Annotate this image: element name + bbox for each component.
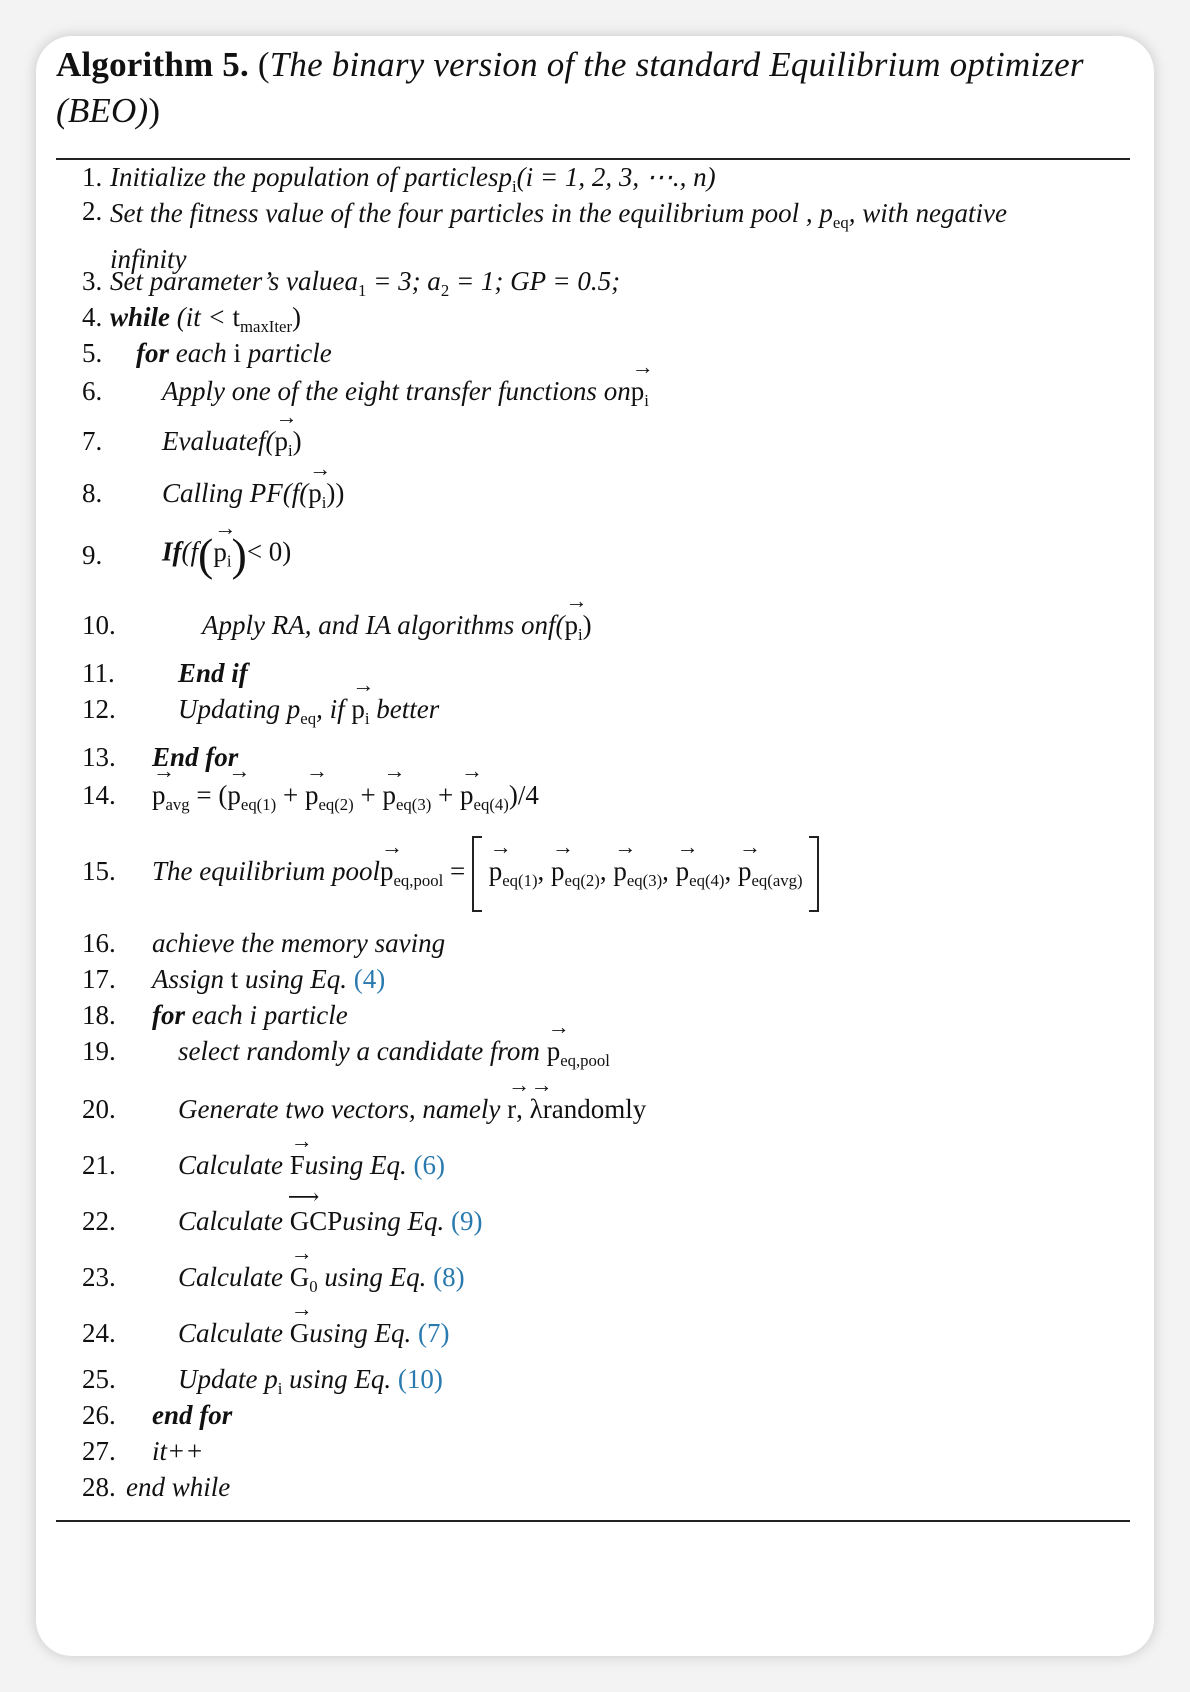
equation-ref-link[interactable]: (4) (353, 964, 386, 994)
step-7: 7. Evaluatef(→ $p_i$) (36, 426, 1154, 474)
vector-p-symbol: → p (613, 856, 627, 887)
vector-GCP-symbol: ⟶ GCP (290, 1206, 343, 1237)
step-20: 20. Generate two vectors, namely → r, → λrandomly (36, 1094, 1154, 1142)
step-14: 14. → $p_{avg}$ = (→ $p_{eq(1)}$ + → $p_{eq(2)}$ + → $p_{eq(3)}$ + → $p_{eq(4)})/4$ (36, 780, 1154, 828)
step-18: 18. for each i particle (82, 1000, 348, 1030)
step-19: 19. select randomly a candidate from → $p_{eq,pool}$ (36, 1036, 1154, 1084)
vector-p-symbol: → p (305, 780, 319, 811)
bottom-rule (56, 1520, 1130, 1522)
vector-p-symbol: → p (213, 537, 227, 568)
algorithm-card (36, 36, 1154, 1656)
vector-p-symbol: → p (547, 1036, 561, 1067)
vector-p-symbol: → p (631, 376, 645, 407)
equation-ref-link[interactable]: (9) (451, 1206, 483, 1236)
equation-ref-link[interactable]: (7) (418, 1318, 450, 1348)
step-15: 15. The equilibrium pool→ $p_{eq,pool}$ = → $p_{eq(1)}$, → $p_{eq(2)}$, → $p_{eq(3)}$, → $p_{eq(4)}$, → $p_{eq(avg)}$ (36, 836, 1154, 916)
step-1: 1. Initialize the population of particlesp$_i$(i = 1, 2, 3, ⋯., n) (82, 162, 716, 196)
step-24: 24. Calculate → Gusing Eq. (7) (36, 1318, 1154, 1366)
step-11: 11. End if (82, 658, 248, 688)
vector-p-symbol: → p (738, 856, 752, 887)
step-17: 17. Assign t using Eq. (4) (82, 964, 386, 994)
step-12: 12. Updating $p_{eq}$, if → $p_i$ better (36, 694, 1154, 742)
equation-ref-link[interactable]: (6) (413, 1150, 446, 1180)
step-4: 4. while $(it < t_{maxIter})$ (82, 302, 302, 336)
right-bracket (809, 836, 819, 912)
step-27: 27. it++ (82, 1436, 204, 1466)
equation-ref-link[interactable]: (10) (397, 1364, 443, 1394)
step-6: 6. Apply one of the eight transfer functions $on\to p_i$ (36, 376, 1154, 424)
vector-p-symbol: → p (227, 780, 241, 811)
vector-p-symbol: → p (382, 780, 396, 811)
step-9: 9. $If(f(\to p_i)< 0)$ (36, 536, 1154, 598)
vector-G-symbol: → G (290, 1318, 310, 1349)
left-bracket (472, 836, 482, 912)
step-16: 16. achieve the memory saving (82, 928, 446, 958)
equation-ref-link[interactable]: (8) (433, 1262, 465, 1292)
vector-p-symbol: → p (564, 610, 578, 641)
step-8: 8. Calling $PF(f(\to p_i))$ (36, 478, 1154, 526)
vector-p-symbol: → p (460, 780, 474, 811)
vector-p-symbol: → p (351, 694, 365, 725)
vector-p-symbol: → p (308, 478, 322, 509)
vector-r-symbol: → r (507, 1094, 516, 1125)
vector-p-symbol: → p (489, 856, 503, 887)
step-5: 5. for each i particle (82, 338, 332, 368)
vector-p-symbol: → p (551, 856, 565, 887)
step-10: 10. Apply RA, and IA algorithms $onf(\to p_i)$ (36, 610, 1154, 658)
step-28: 28. end while (82, 1472, 231, 1502)
step-23: 23. Calculate → $G_0$ using Eq. (8) (36, 1262, 1154, 1310)
vector-p-symbol: → p (676, 856, 690, 887)
vector-p-symbol: → p (152, 780, 166, 811)
step-13: 13. End for (82, 742, 239, 772)
step-3: 3. Set parameter’s valuea$_1$ = 3; $a_2 = 1$; GP = 0.5; (82, 266, 621, 300)
step-26: 26. end for (82, 1400, 233, 1430)
top-rule (56, 158, 1130, 160)
vector-F-symbol: → F (290, 1150, 305, 1181)
algorithm-title: Algorithm 5. (The binary version of the standard Equilibrium optimizer (BEO)) (56, 45, 1084, 130)
step-25: 25. Update $p_i$ using Eq. (10) (82, 1364, 443, 1398)
step-2: 2. Set the fitness value of the four particles in the equilibrium pool , $p_{eq}$, with negative infinity (82, 196, 1007, 274)
vector-lambda-symbol: → λ (530, 1094, 543, 1125)
vector-p-symbol: → p (380, 856, 394, 887)
step-21: 21. Calculate → Fusing Eq. (6) (36, 1150, 1154, 1198)
vector-p-symbol: → p (274, 426, 288, 457)
step-22: 22. Calculate ⟶ GCPusing Eq. (9) (36, 1206, 1154, 1254)
vector-G0-symbol: → G (290, 1262, 310, 1293)
